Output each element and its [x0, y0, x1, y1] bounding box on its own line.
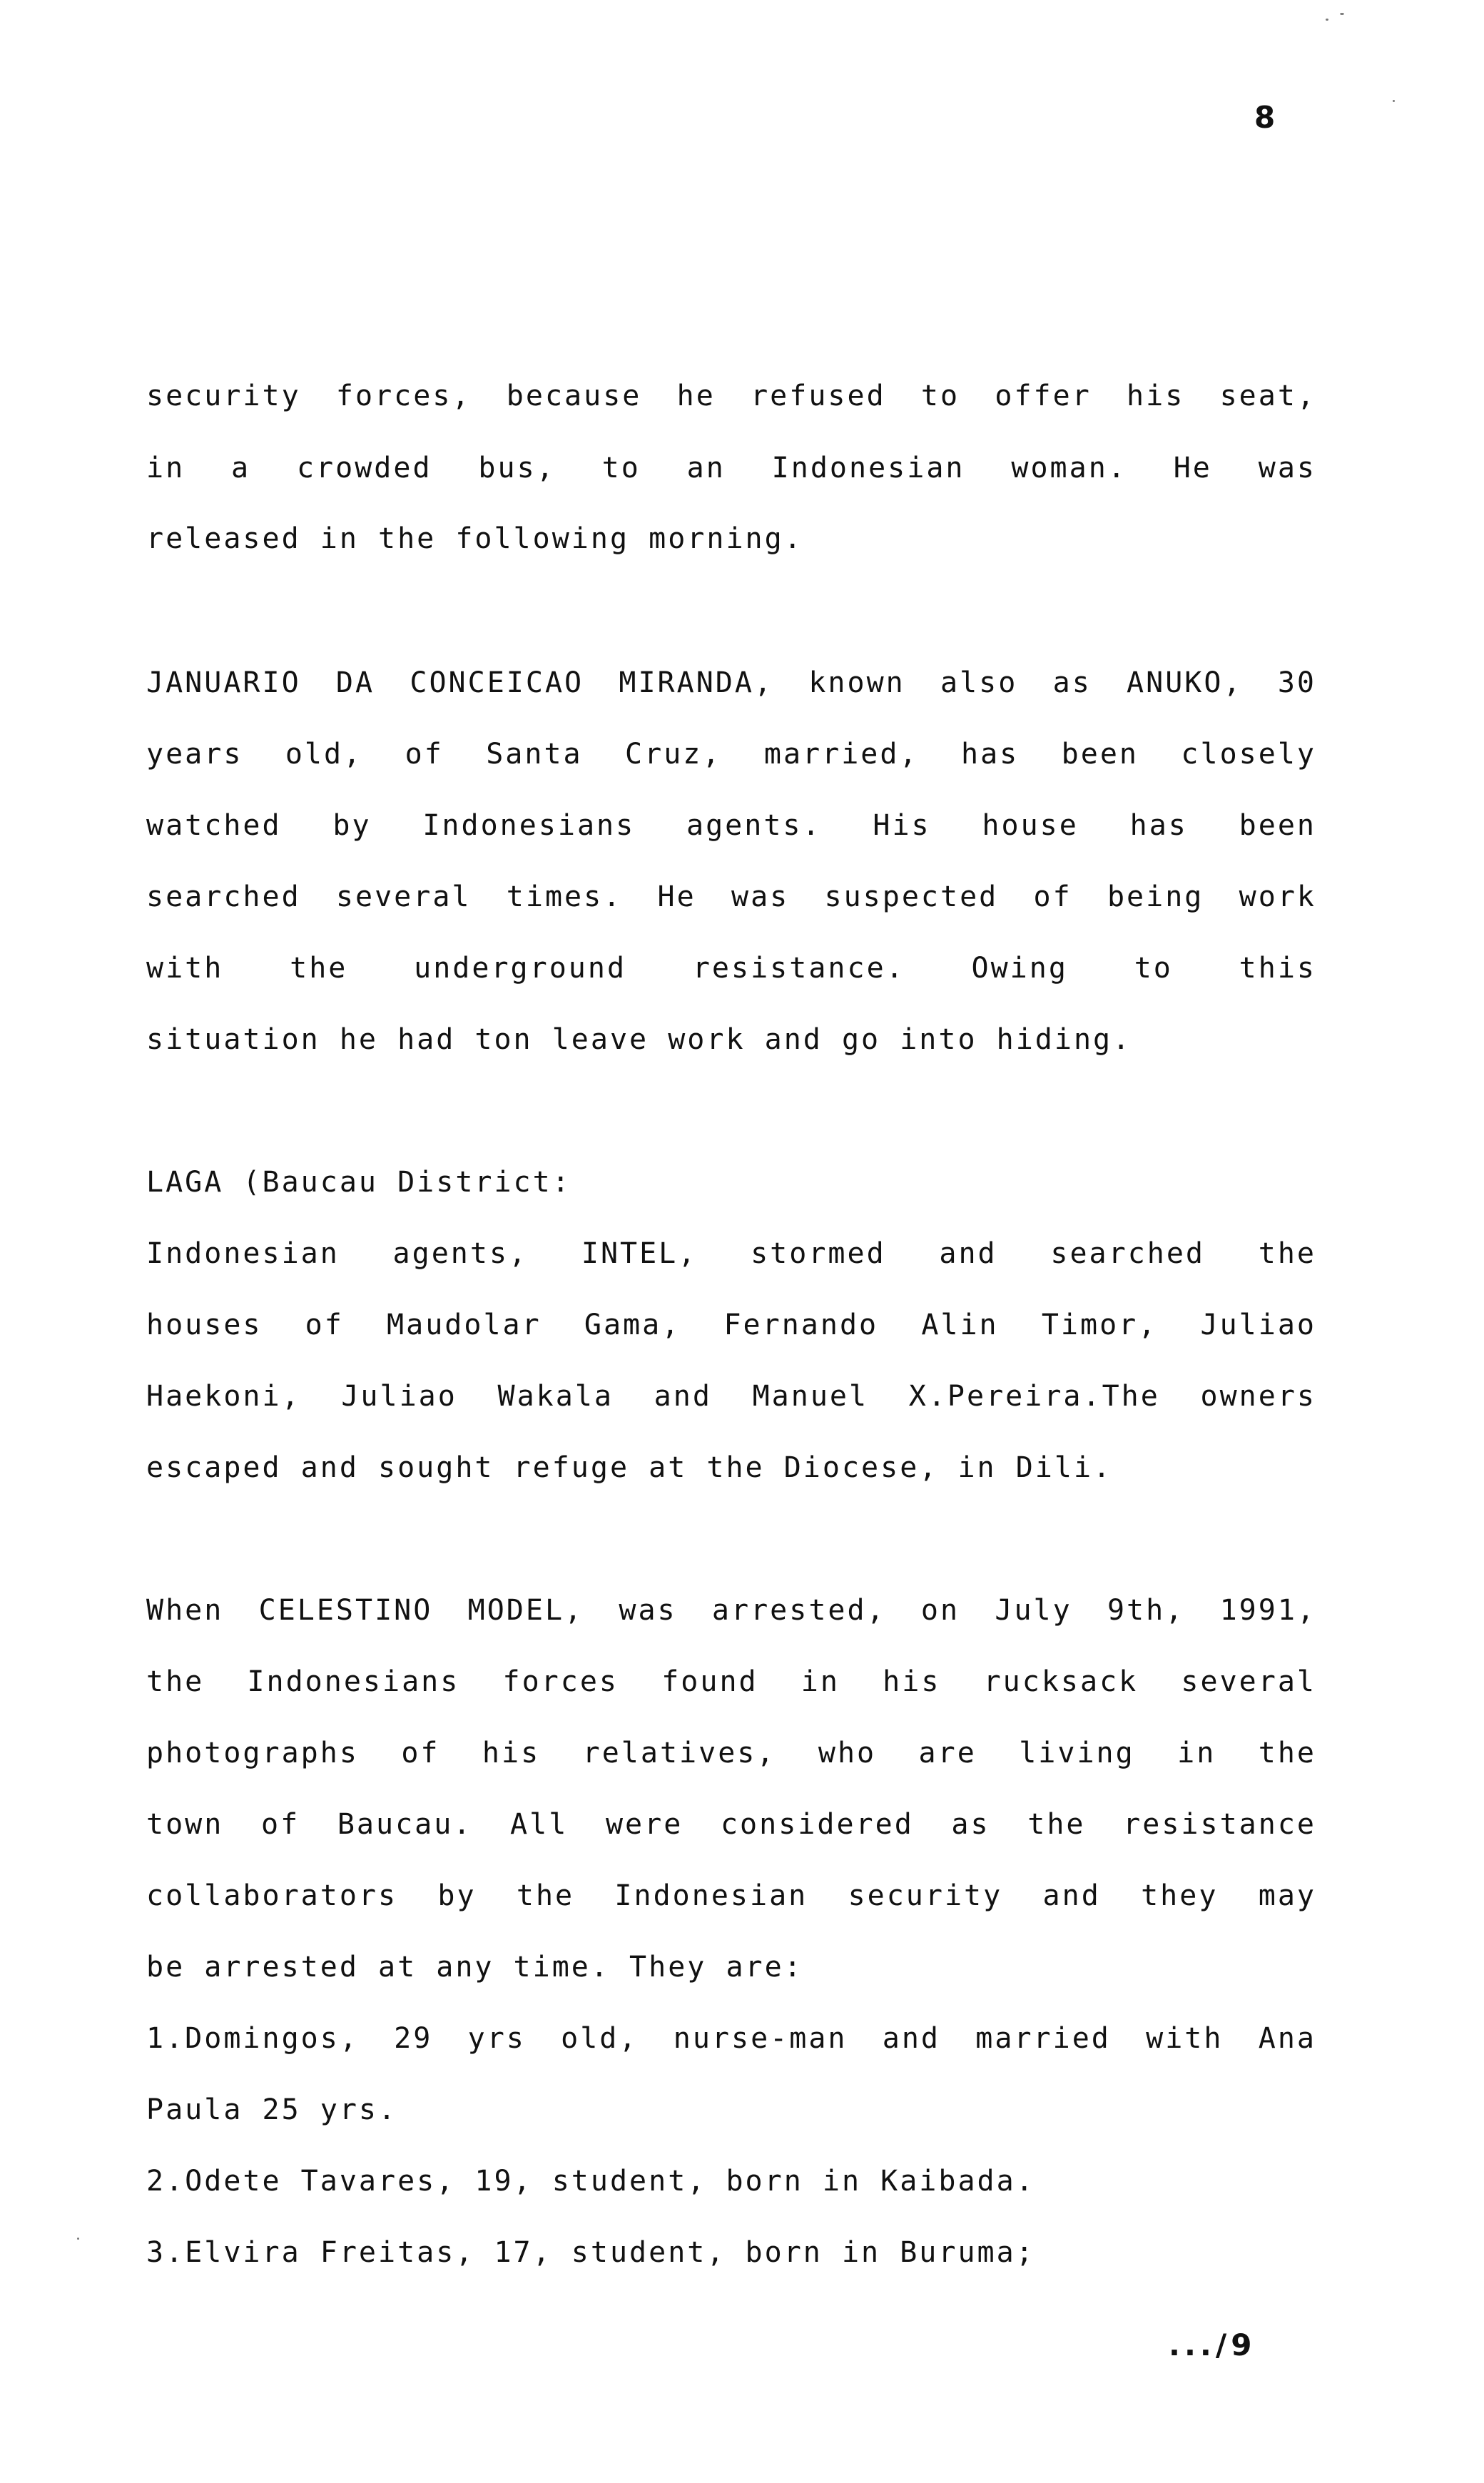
text-line: When CELESTINO MODEL, was arrested, on July 9th, 1991, — [146, 1594, 1316, 1627]
text-line: town of Baucau. All were considered as the resistance — [146, 1808, 1316, 1841]
list-item: 3.Elvira Freitas, 17, student, born in Buruma; — [146, 2236, 1035, 2269]
text-line: the Indonesians forces found in his rucksack several — [146, 1665, 1316, 1698]
text-line: security forces, because he refused to offer his seat, — [146, 380, 1316, 412]
page-number: 8 — [1254, 100, 1276, 135]
text-line: JANUARIO DA CONCEICAO MIRANDA, known also as ANUKO, 30 — [146, 666, 1316, 699]
scan-speck — [1340, 13, 1344, 15]
text-line: searched several times. He was suspected of being work — [146, 880, 1316, 913]
text-line: years old, of Santa Cruz, married, has been closely — [146, 738, 1316, 771]
scan-speck — [1393, 100, 1395, 102]
section-heading: LAGA (Baucau District: — [146, 1166, 571, 1199]
list-item: 2.Odete Tavares, 19, student, born in Kaibada. — [146, 2165, 1035, 2198]
list-item-continuation: Paula 25 yrs. — [146, 2093, 398, 2126]
text-line: Haekoni, Juliao Wakala and Manuel X.Pereira.The owners — [146, 1380, 1316, 1413]
text-line: watched by Indonesians agents. His house has been — [146, 809, 1316, 842]
text-line: situation he had ton leave work and go into hiding. — [146, 1023, 1132, 1056]
scan-speck — [77, 2238, 79, 2240]
text-line: houses of Maudolar Gama, Fernando Alin Timor, Juliao — [146, 1309, 1316, 1341]
text-line: in a crowded bus, to an Indonesian woman. He was — [146, 452, 1316, 484]
text-line: collaborators by the Indonesian security and they may — [146, 1879, 1316, 1912]
text-line: escaped and sought refuge at the Diocese, in Dili. — [146, 1451, 1113, 1484]
text-line: Indonesian agents, INTEL, stormed and searched the — [146, 1237, 1316, 1270]
continuation-marker: .../9 — [1169, 2327, 1256, 2362]
text-line: be arrested at any time. They are: — [146, 1951, 803, 1984]
list-item: 1.Domingos, 29 yrs old, nurse-man and married with Ana — [146, 2022, 1316, 2055]
text-line: with the underground resistance. Owing to this — [146, 952, 1316, 985]
text-line: photographs of his relatives, who are living in the — [146, 1737, 1316, 1769]
scan-speck — [1326, 19, 1328, 21]
text-line: released in the following morning. — [146, 522, 803, 555]
